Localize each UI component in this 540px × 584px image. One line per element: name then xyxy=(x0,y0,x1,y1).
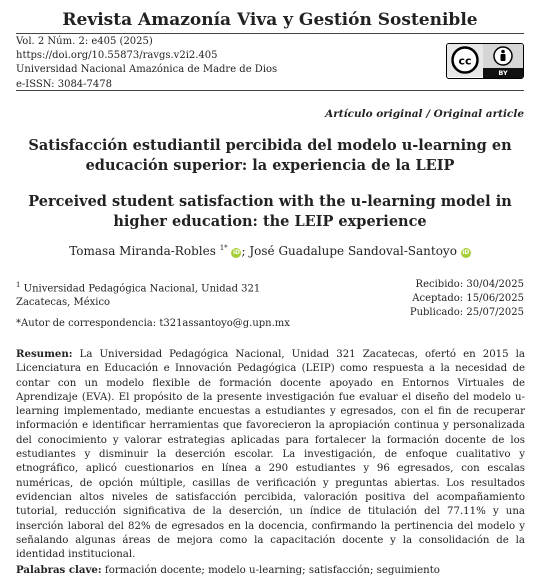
author-list xyxy=(0,244,540,258)
volume-info: Vol. 2 Núm. 2: e405 (2025) xyxy=(16,36,153,47)
article-dates xyxy=(410,278,524,320)
header-rule xyxy=(16,33,524,34)
date-accepted: Aceptado: 15/06/2025 xyxy=(412,293,524,304)
affiliation-marker: 1 xyxy=(16,281,21,289)
keywords xyxy=(16,564,440,576)
doi-link[interactable]: https://doi.org/10.55873/ravgs.v2i2.405 xyxy=(16,50,218,62)
author-separator: ; xyxy=(241,244,246,258)
author-1-marker: 1* xyxy=(219,244,228,252)
by-label: BY xyxy=(483,68,523,78)
affiliation xyxy=(16,278,260,310)
keywords-text: formación docente; modelo u-learning; satisfacción; seguimiento xyxy=(104,565,440,576)
abstract xyxy=(16,347,525,562)
author-2-name: José Guadalupe Sandoval-Santoyo xyxy=(249,244,457,258)
orcid-icon[interactable]: iD xyxy=(462,249,470,256)
keywords-label: Palabras clave: xyxy=(16,564,102,576)
affiliation-line-2: Zacatecas, México xyxy=(16,297,111,309)
affiliation-line-1: Universidad Pedagógica Nacional, Unidad 321 xyxy=(23,283,261,295)
abstract-text: La Universidad Pedagógica Nacional, Unidad 321 Zacatecas, ofertó en 2015 la Licenciatura en Educación e Innovación Pedagógica (LEIP) como respuesta a la necesidad de contar con un modelo flexible de formación docente apoyado en Entornos Virtuales de Aprendizaje (EVA). El propósito de la presente investigación fue evaluar el diseño del modelo u-learning implementado, mediante encuestas a estudiantes y egresados, con el fin de recuperar información e identificar herramientas que favorecieron la apropiación continua y personalizada del conocimiento y valorar estrategias aplicadas para fortalecer la formación docente de los estudiantes y disminuir la deserción escolar. La investigación, de enfoque cualitativo y etnográfico, aplicó cuestionarios en línea a 290 estudiantes y 96 egresados, con escalas numéricas, de opción múltiple, casillas de verificación y preguntas abiertas. Los resultados evidencian altos niveles de satisfacción percibida, valoración positiva del acompañamiento tutorial, reducción significativa de la deserción, un índice de titulación del 77.11% y una inserción laboral del 82% de egresados en la docencia, confirmando la pertinencia del modelo y señalando algunas áreas de mejora como la capacitación docente y la consolidación de la identidad institucional. xyxy=(16,349,525,561)
meta-rule xyxy=(16,90,524,91)
cc-text: cc xyxy=(458,54,472,68)
corresponding-author: *Autor de correspondencia: t321assantoyo@g.upn.mx xyxy=(16,318,290,329)
title-spanish: Satisfacción estudiantil percibida del modelo u-learning en educación superior: la experiencia de la LEIP xyxy=(28,137,512,174)
cc-logo xyxy=(447,44,483,77)
orcid-icon[interactable]: iD xyxy=(232,249,240,256)
title-english: Perceived student satisfaction with the u-learning model in higher education: the LEIP experience xyxy=(28,193,512,230)
abstract-label: Resumen: xyxy=(16,348,73,360)
publisher-institution: Universidad Nacional Amazónica de Madre de Dios xyxy=(16,64,278,76)
eissn: e-ISSN: 3084-7478 xyxy=(16,78,112,90)
date-published: Publicado: 25/07/2025 xyxy=(409,307,524,318)
cc-by-icon[interactable] xyxy=(446,43,524,79)
journal-title: Revista Amazonía Viva y Gestión Sostenible xyxy=(62,10,478,30)
author-1-name: Tomasa Miranda-Robles xyxy=(69,244,216,258)
date-received: Recibido: 30/04/2025 xyxy=(415,279,524,290)
article-type: Artículo original / Original article xyxy=(325,108,524,120)
journal-meta xyxy=(16,35,277,92)
